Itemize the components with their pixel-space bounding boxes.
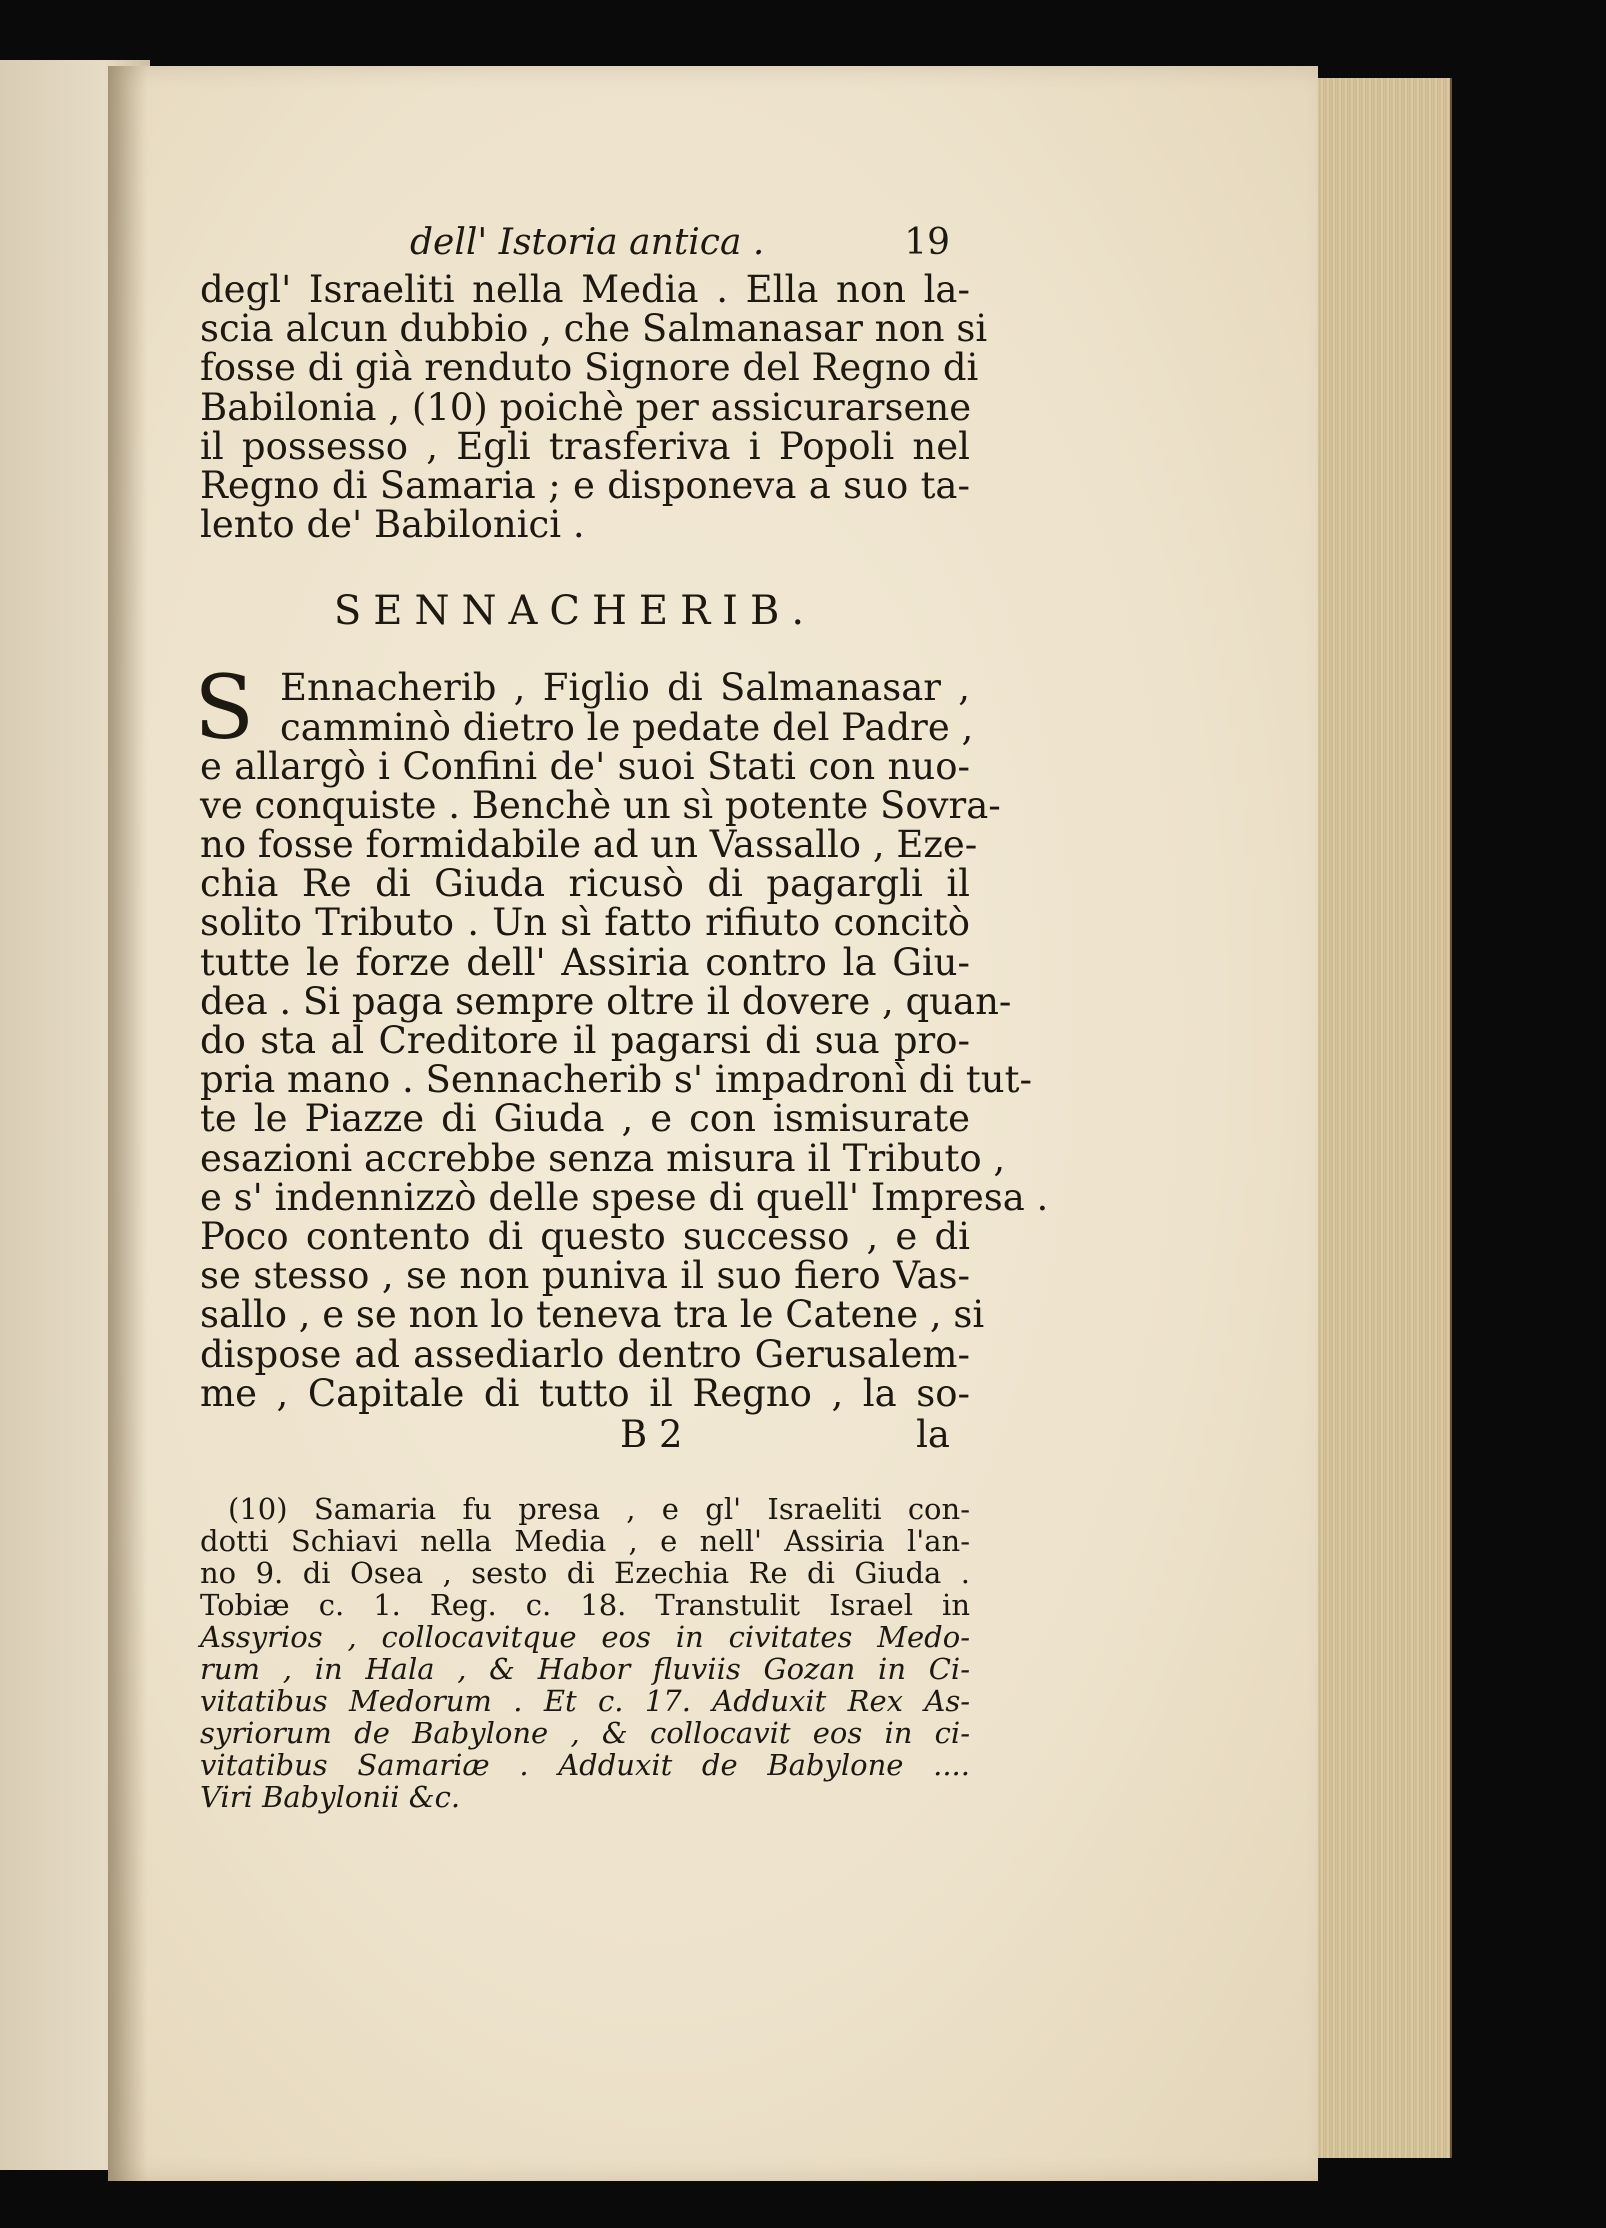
text-line: do sta al Creditore il pagarsi di sua pro- xyxy=(200,1019,970,1062)
paragraph-main xyxy=(194,656,1049,1415)
text-line: te le Piazze di Giuda , e con ismisurate xyxy=(200,1097,970,1141)
text-line: solito Tributo . Un sì fatto rifiuto concitò xyxy=(200,901,970,945)
footnote-line: vitatibus Samariæ . Adduxit de Babylone .... xyxy=(200,1747,970,1782)
text-line: e allargò i Confini de' suoi Stati con nuo- xyxy=(200,744,970,788)
footnote-line: rum , in Hala , & Habor fluviis Gozan in Ci- xyxy=(200,1651,970,1686)
text-line: Poco contento di questo successo , e di xyxy=(200,1214,970,1258)
running-head xyxy=(200,222,970,270)
text-line: degl' Israeliti nella Media . Ella non la- xyxy=(200,268,970,311)
text-line: lento de' Babilonici . xyxy=(200,503,585,547)
section-heading: SENNACHERIB. xyxy=(333,588,817,635)
text-line: tutte le forze dell' Assiria contro la Giu- xyxy=(200,940,970,984)
text-line: dea . Si paga sempre oltre il dovere , quan- xyxy=(200,979,1012,1023)
footnote-line: (10) Samaria fu presa , e gl' Israeliti con- xyxy=(228,1491,970,1526)
footnote xyxy=(200,1493,970,1813)
text-line: e s' indennizzò delle spese di quell' Impresa . xyxy=(200,1175,1049,1219)
text-line: scia alcun dubbio , che Salmanasar non si xyxy=(200,307,988,351)
text-line: il possesso , Egli trasferiva i Popoli nel xyxy=(200,424,970,468)
text-line: sallo , e se non lo teneva tra le Catene , si xyxy=(200,1293,985,1337)
footnote-line: Viri Babylonii &c. xyxy=(200,1779,461,1814)
text-line: esazioni accrebbe senza misura il Tributo , xyxy=(200,1136,1006,1180)
text-line: Babilonia , (10) poichè per assicurarsene xyxy=(200,385,972,429)
text-line: chia Re di Giuda ricusò di pagargli il xyxy=(200,862,970,906)
drop-cap: S xyxy=(194,656,255,760)
paragraph-top xyxy=(200,268,988,547)
signature-mark: B 2 xyxy=(620,1412,683,1456)
text-line: no fosse formidabile ad un Vassallo , Eze- xyxy=(200,823,978,867)
text-line: fosse di già renduto Signore del Regno di xyxy=(200,346,979,390)
text-line: se stesso , se non puniva il suo fiero Vas- xyxy=(200,1254,970,1298)
gutter-shadow xyxy=(108,66,148,2181)
footnote-line: dotti Schiavi nella Media , e nell' Assiria l'an- xyxy=(200,1523,970,1558)
running-head-title: dell' Istoria antica . xyxy=(410,222,765,263)
text-line: ve conquiste . Benchè un sì potente Sovra- xyxy=(200,783,1001,827)
page-number: 19 xyxy=(904,222,950,263)
text-line-content: Ennacherib , Figlio di Salmanasar , xyxy=(280,666,970,710)
catchword: la xyxy=(916,1412,950,1456)
signature-line xyxy=(200,1412,970,1456)
page-block-edge xyxy=(1318,78,1452,2158)
text-line: pria mano . Sennacherib s' impadronì di tut- xyxy=(200,1058,1032,1102)
text-line: camminò dietro le pedate del Padre , xyxy=(280,705,974,749)
footnote-line: no 9. di Osea , sesto di Ezechia Re di Giuda . xyxy=(200,1555,970,1590)
text-line: dispose ad assediarlo dentro Gerusalem- xyxy=(200,1332,970,1376)
footnote-line: syriorum de Babylone , & collocavit eos in ci- xyxy=(200,1715,970,1750)
text-line: Regno di Samaria ; e disponeva a suo ta- xyxy=(200,463,970,507)
footnote-line: Tobiæ c. 1. Reg. c. 18. Transtulit Israel in xyxy=(200,1587,970,1622)
footnote-line: vitatibus Medorum . Et c. 17. Adduxit Rex As- xyxy=(200,1683,970,1718)
text-line: me , Capitale di tutto il Regno , la so- xyxy=(200,1371,970,1415)
footnote-line: Assyrios , collocavitque eos in civitates Medo- xyxy=(200,1619,970,1654)
text-block xyxy=(194,222,1049,1814)
